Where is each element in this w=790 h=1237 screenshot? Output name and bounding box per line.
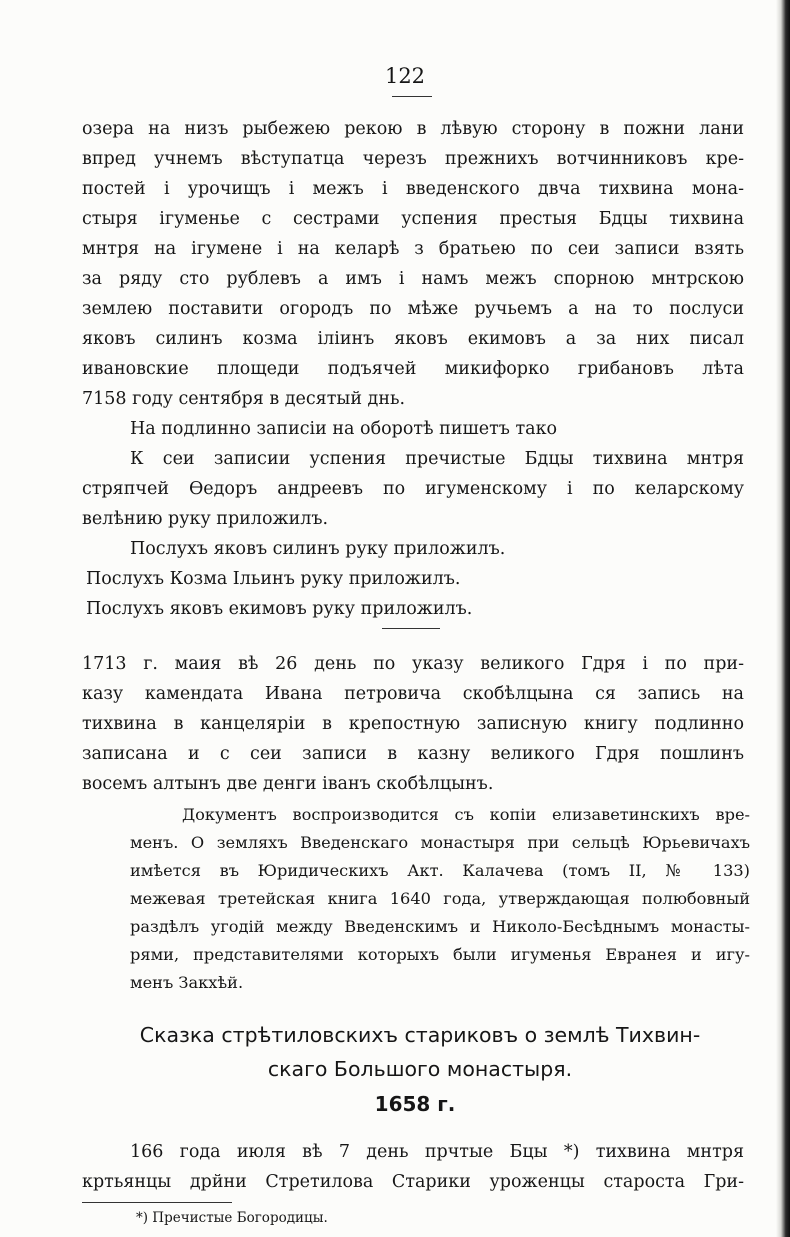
text-line: кртьянцы дрйни Стретилова Старики уроженцы староста Гри-: [82, 1172, 744, 1192]
note-line: имѣется въ Юридическихъ Акт. Калачева (томъ II, № 133): [130, 861, 750, 880]
note-line: раздѣлъ угодій между Введенскимъ и Николо-Бесѣднымъ монасты-: [130, 917, 750, 936]
section-heading: скаго Большого монастыря.: [267, 1057, 573, 1081]
witness-line: Послухъ яковъ силинъ руку приложилъ.: [130, 539, 506, 559]
text-line: мнтря на ігумене і на келарѣ з братьею по сеи записи взять: [82, 239, 744, 259]
text-line: озера на низъ рыбежею рекою в лѣвую сторону в пожни лани: [82, 119, 744, 139]
text-line: землею поставити огородъ по мѣже ручьемъ а на то послуси: [82, 299, 744, 319]
note-line: менъ. О земляхъ Введенскаго монастыря при сельцѣ Юрьевичахъ: [130, 833, 750, 852]
section-heading: Сказка стрѣтиловскихъ стариковъ о землѣ Тихвин-: [139, 1023, 701, 1047]
text-line: ивановские площеди подъячей микифорко грибановъ лѣта: [82, 359, 744, 379]
text-line: яковъ силинъ козма іліинъ яковъ екимовъ а за них писал: [82, 329, 744, 349]
note-line: Документъ воспроизводится съ копіи елизаветинскихъ вре-: [182, 805, 750, 824]
text-line: записана и с сеи записи в казну великого Гдря пошлинъ: [82, 744, 744, 764]
text-line: К сеи записии успения пречистые Бдцы тихвина мнтря: [130, 449, 744, 469]
text-line: стряпчей Ѳедоръ андреевъ по игуменскому і по келарскому: [82, 479, 744, 499]
text-line: за ряду сто рублевъ а имъ і намъ межъ спорною мнтрскою: [82, 269, 744, 289]
page-number: 122: [384, 64, 426, 88]
text-line: 166 года июля вѣ 7 день прчтые Бцы *) тихвина мнтря: [130, 1142, 744, 1162]
text-line: тихвина в канцеляріи в крепостную записную книгу подлинно: [82, 714, 744, 734]
footnote: *) Пречистые Богородицы.: [136, 1210, 328, 1226]
text-line: На подлинно записіи на оборотѣ пишетъ тако: [130, 419, 558, 439]
note-line: менъ Закхѣй.: [130, 973, 244, 992]
footnote-rule: [82, 1202, 232, 1203]
note-line: рями, представителями которыхъ были игуменья Евранея и игу-: [130, 945, 750, 964]
page-number-underline: [392, 96, 432, 97]
text-line: казу камендата Ивана петровича скобѣлцына ся запись на: [82, 684, 744, 704]
text-line: 7158 году сентября в десятый днь.: [82, 389, 406, 409]
witness-line: Послухъ Козма Ільинъ руку приложилъ.: [86, 569, 461, 589]
text-line: 1713 г. маия вѣ 26 день по указу великого Гдря і по при-: [82, 654, 744, 674]
note-line: межевая третейская книга 1640 года, утверждающая полюбовный: [130, 889, 750, 908]
section-separator: [382, 628, 440, 629]
text-line: велѣнию руку приложилъ.: [82, 509, 329, 529]
witness-line: Послухъ яковъ екимовъ руку приложилъ.: [86, 599, 473, 619]
text-line: постей і урочищъ і межъ і введенского двча тихвина мона-: [82, 179, 744, 199]
text-line: стыря ігуменье с сестрами успения престыя Бдцы тихвина: [82, 209, 744, 229]
section-year: 1658 г.: [374, 1092, 456, 1116]
text-line: впред учнемъ вѣступатца черезъ прежнихъ вотчинниковъ кре-: [82, 149, 744, 169]
text-line: восемъ алтынъ две денги іванъ скобѣлцынъ.: [82, 774, 494, 794]
